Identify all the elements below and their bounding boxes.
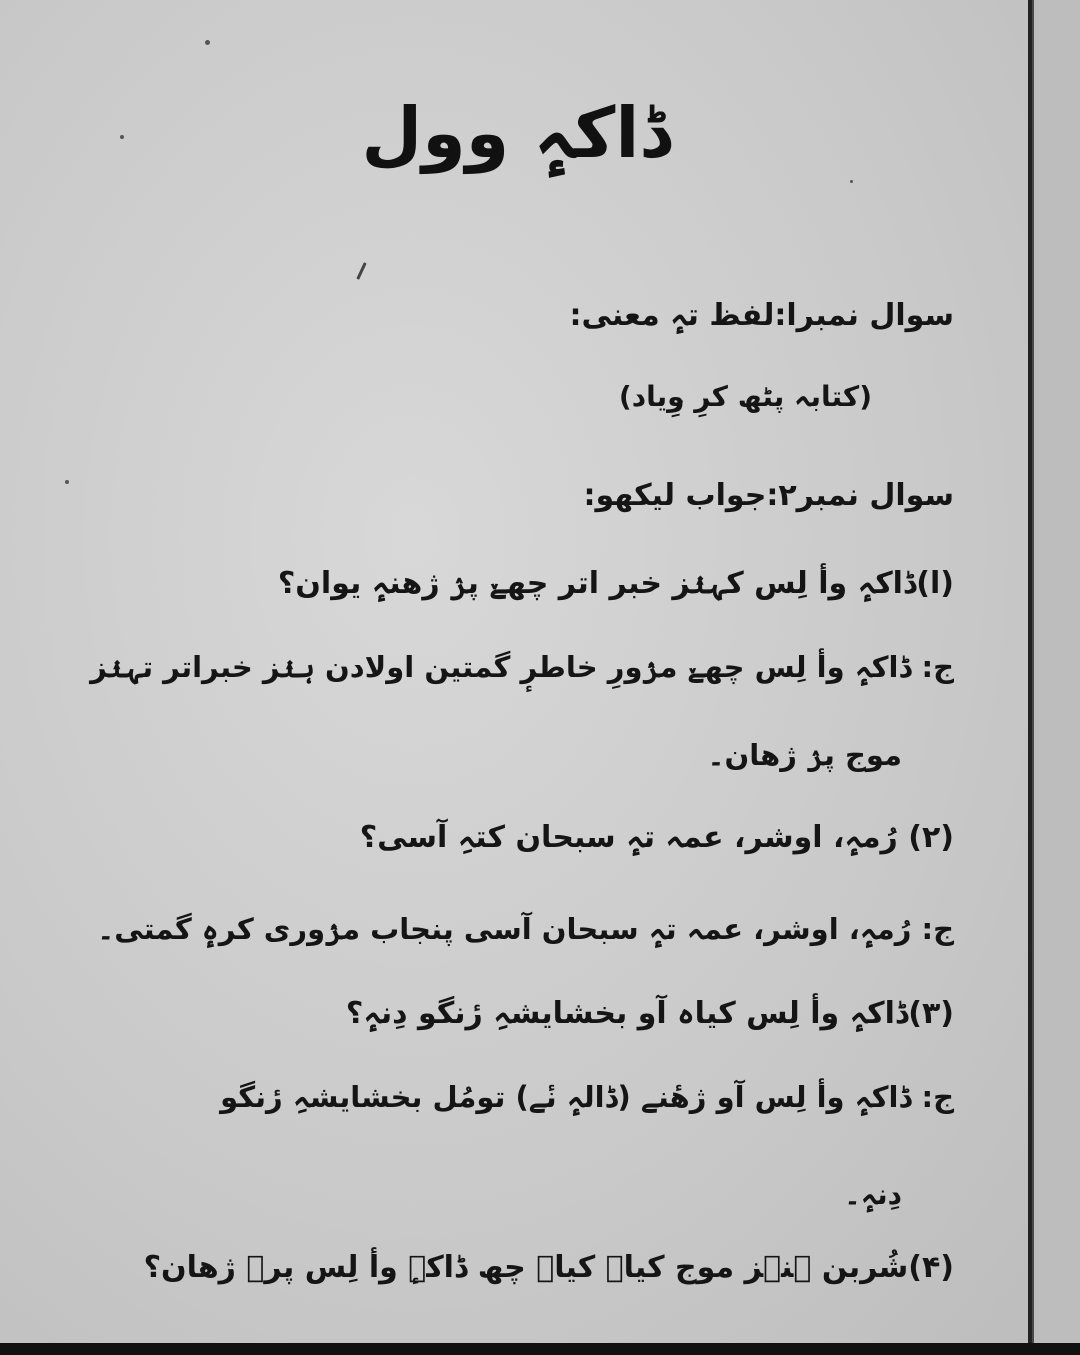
adjacent-page-strip [1034, 0, 1080, 1343]
question-1-note: (کتابہ پٹھ کرِ وِیاد) [618, 380, 872, 413]
question-1-heading: سوال نمبرا:لفظ تہٕ معنی: [569, 298, 954, 333]
item-2-question: (۲) رُمہٕ، اوشر، عمہ تہٕ سبحان کتہِ آسی؟ [359, 820, 954, 855]
item-1-answer: ج: ڈاکہٕ وأ لِس چھےٚ مزٛورِ خاطرٕ گمتین اولادن ہنٛز خبراتر تہنٛز [90, 650, 954, 684]
paper-speck [850, 180, 853, 183]
item-1-answer-continued: موج پرٛ ژھان۔ [707, 738, 902, 772]
paper-speck [205, 40, 210, 45]
item-2-answer: ج: رُمہٕ، اوشر، عمہ تہٕ سبحان آسی پنجاب مزٛوری کرہٕ گمتی۔ [97, 912, 954, 946]
item-4-question: (۴)شُربن ہنٛز موج کیاہ کیاہ چھ ڈاکہٕ وأ لِس پرٛ ژھان؟ [143, 1250, 954, 1285]
item-3-answer-continued: دِنہٕ۔ [844, 1178, 902, 1211]
background-edge-bottom [0, 1343, 1080, 1355]
paper-speck [65, 480, 69, 484]
paper-speck [356, 262, 366, 280]
item-1-question: (ا)ڈاکہٕ وأ لِس کہنٛز خبر اتر چھےٚ پرٛ ژھنہٕ یوان؟ [277, 566, 954, 601]
item-3-answer: ج: ڈاکہٕ وأ لِس آو ژھٔنے (ڈالہٕ نٔے) تومُل بخشایشہِ رٔنگو [220, 1080, 954, 1114]
question-2-heading: سوال نمبر۲:جواب لیکھو: [583, 478, 954, 513]
document-title: ڈاکہٕ وول [361, 92, 671, 174]
item-3-question: (۳)ڈاکہٕ وأ لِس کیاہ آو بخشایشہِ رٔنگو دِنہٕ؟ [345, 996, 954, 1031]
